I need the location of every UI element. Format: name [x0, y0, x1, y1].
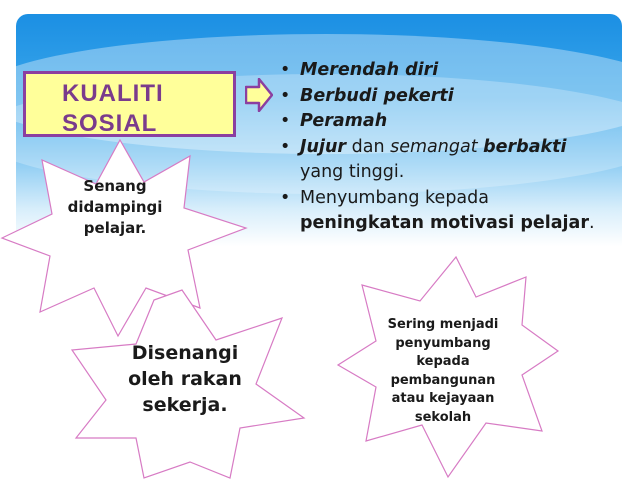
bullet-text: dan	[346, 136, 391, 157]
box-title-line2: SOSIAL	[62, 110, 158, 137]
bullet-text: Jujur	[300, 136, 347, 157]
bullet-text: semangat	[390, 136, 478, 157]
star-line: Sering menjadi	[387, 317, 499, 332]
bullet-item	[278, 186, 595, 237]
star-line: atau kejayaan	[391, 391, 495, 406]
star-line: Disenangi	[131, 342, 239, 364]
bullet-text: Menyumbang kepada	[300, 187, 489, 208]
star-text-senang	[40, 176, 190, 239]
star-text-disenangi	[110, 340, 260, 418]
star-line: pelajar.	[83, 219, 147, 237]
right-arrow-icon	[245, 78, 273, 112]
bullet-text: peningkatan motivasi pelajar	[300, 213, 589, 233]
box-title-line1: KUALITI	[62, 80, 164, 107]
bullet-item	[278, 84, 595, 110]
bullet-text: .	[589, 213, 595, 233]
star-line: oleh rakan	[128, 368, 242, 390]
bullet-item	[278, 58, 595, 84]
star-line: pembangunan	[390, 372, 496, 388]
star-line: kepada	[416, 354, 470, 369]
star-line: didampingi	[67, 198, 163, 216]
quality-bullet-list	[278, 58, 595, 237]
star-line: penyumbang	[395, 335, 491, 351]
star-line: sekerja.	[142, 394, 228, 416]
kualiti-sosial-box	[23, 71, 236, 137]
star-text-sering	[368, 316, 518, 427]
bullet-text: Merendah diri	[300, 60, 439, 80]
bullet-text: yang tinggi.	[300, 162, 405, 182]
star-line: Senang	[83, 177, 147, 195]
bullet-text: Peramah	[300, 111, 388, 131]
bullet-text: Berbudi pekerti	[300, 85, 454, 106]
star-line: sekolah	[414, 409, 472, 425]
bullet-item	[278, 135, 595, 186]
bullet-item	[278, 109, 595, 135]
bullet-text: berbakti	[483, 136, 567, 157]
